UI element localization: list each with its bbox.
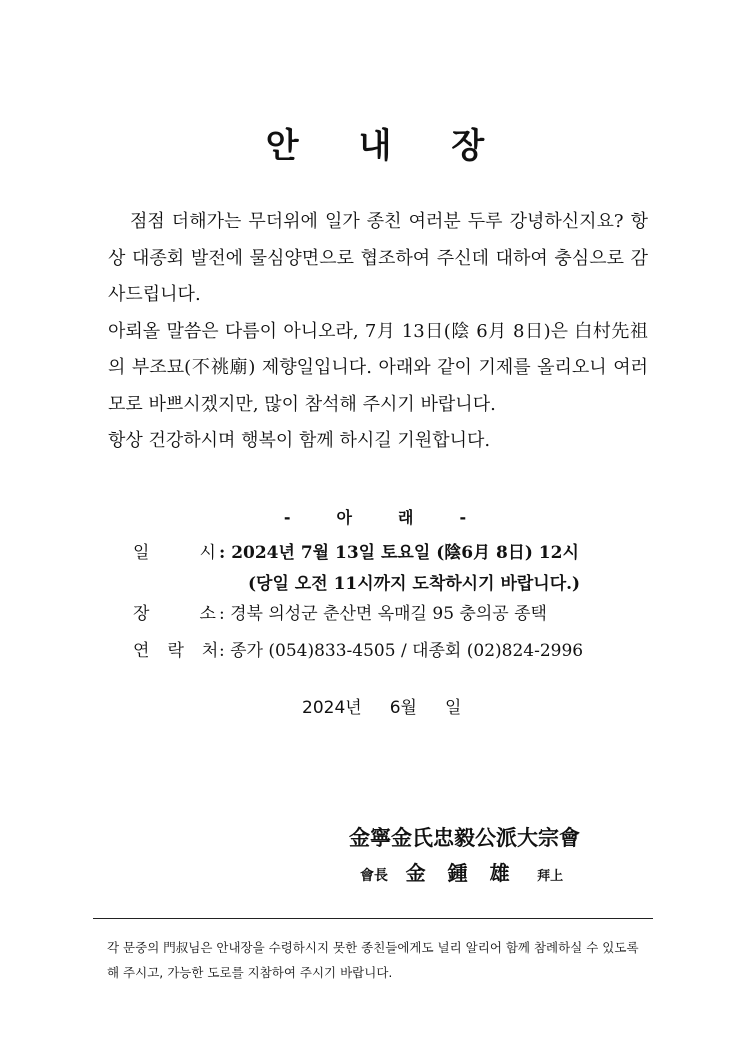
signature <box>360 857 563 886</box>
place-value: : 경북 의성군 춘산면 옥매길 95 충의공 종택 <box>219 604 547 624</box>
body-paragraph: 아뢰올 말씀은 다름이 아니오라, 7月 13日(陰 6月 8日)은 白村先祖의 부조묘(不祧廟) 제향일입니다. 아래와 같이 기제를 올리오니 여러모로 바쁘시겠지만, 많이 참석해 주시기 바랍니다. <box>108 320 648 415</box>
contact-label: 연 락 처 <box>133 641 219 661</box>
signer-role: 會長 <box>360 868 388 884</box>
signer-name: 金 鍾 雄 <box>405 861 510 885</box>
body-paragraph: 항상 건강하시며 행복이 함께 하시길 기원합니다. <box>108 430 491 451</box>
title-char: 안 <box>265 126 299 166</box>
detail-contact <box>133 636 583 661</box>
document-title <box>0 118 750 167</box>
title-char: 장 <box>451 126 485 166</box>
time-label: 일 시 <box>133 543 216 563</box>
letter-body <box>108 204 648 460</box>
organization-name: 金寧金氏忠毅公派大宗會 <box>349 825 580 850</box>
title-char: 내 <box>358 126 392 166</box>
footnote: 각 문중의 門叔님은 안내장을 수령하시지 못한 종친들에게도 널리 알리어 함께 참례하실 수 있도록 해 주시고, 가능한 도로를 지참하여 주시기 바랍니다. <box>107 940 639 980</box>
letter-date: 2024년 6월 일 <box>302 698 462 718</box>
detail-time <box>133 538 579 563</box>
detail-place <box>133 599 547 624</box>
body-paragraph: 점점 더해가는 무더위에 일가 종친 여러분 두루 강녕하신지요? 항상 대종회 발전에 물심양면으로 협조하여 주신데 대하여 충심으로 감사드립니다. <box>108 211 648 305</box>
time-value: : 2024년 7월 13일 토요일 (陰6月 8日) 12시 <box>219 543 579 563</box>
place-label: 장 소 <box>133 604 216 624</box>
notice-heading: - 아 래 - <box>283 508 467 527</box>
footnote-divider <box>93 918 653 919</box>
contact-value: : 종가 (054)833-4505 / 대종회 (02)824-2996 <box>219 641 584 661</box>
signer-closing: 拜上 <box>537 869 564 884</box>
time-note: (당일 오전 11시까지 도착하시기 바랍니다.) <box>248 574 581 594</box>
